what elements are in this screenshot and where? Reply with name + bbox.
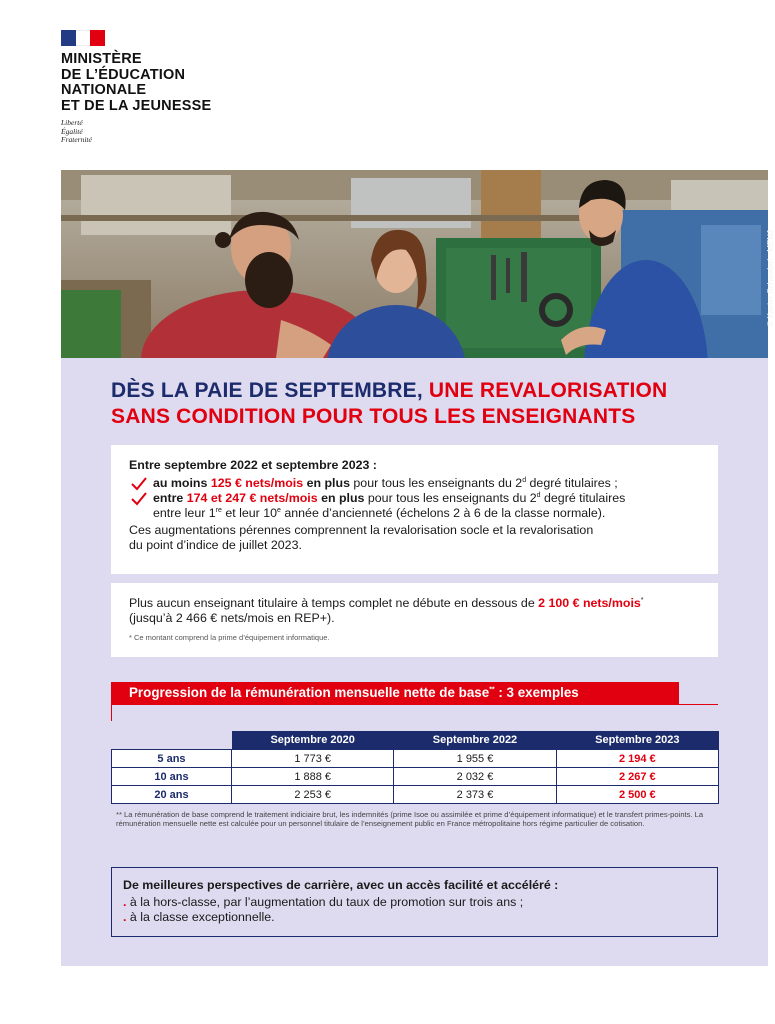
column-header: Septembre 2020 xyxy=(232,731,394,750)
item-text: et leur 10 xyxy=(221,506,278,520)
item-text: année d’ancienneté (échelons 2 à 6 de la classe normale). xyxy=(280,506,606,520)
paragraph-line: Ces augmentations pérennes comprennent la revalorisation socle et la revalorisation xyxy=(129,523,594,537)
item-text: au moins xyxy=(153,476,211,490)
column-header: Septembre 2022 xyxy=(394,731,556,750)
box2-line2: (jusqu’à 2 466 € nets/mois en REP+). xyxy=(129,611,335,625)
ministry-line: NATIONALE xyxy=(61,82,147,98)
motto-line: Fraternité xyxy=(61,135,92,144)
table-cell: 1 955 € xyxy=(394,750,556,768)
list-item xyxy=(123,910,717,925)
box2-amount: 2 100 € nets/mois xyxy=(538,596,641,610)
list-item xyxy=(123,895,717,910)
bullet-dot: . xyxy=(123,895,127,909)
ministry-logo xyxy=(61,30,261,145)
table-row xyxy=(112,768,719,786)
banner-text: : 3 exemples xyxy=(494,685,579,700)
minimum-salary-box xyxy=(111,583,718,657)
ministry-line: ET DE LA JEUNESSE xyxy=(61,97,212,114)
box2-footnote: * Ce montant comprend la prime d’équipement informatique. xyxy=(129,633,330,642)
list-item xyxy=(129,476,718,491)
salary-table xyxy=(111,731,719,804)
minimum-salary-line xyxy=(129,596,718,611)
item-text: entre xyxy=(153,491,187,505)
box1-paragraph xyxy=(129,523,718,553)
career-item: à la classe exceptionnelle. xyxy=(129,910,275,924)
table-cell-highlight: 2 267 € xyxy=(556,768,718,786)
superscript: re xyxy=(215,506,222,514)
table-cell-highlight: 2 194 € xyxy=(556,750,718,768)
ministry-name xyxy=(61,52,261,114)
table-row xyxy=(112,750,719,768)
table-cell: 1 888 € xyxy=(232,768,394,786)
headline-part3: SANS CONDITION POUR TOUS LES ENSEIGNANTS xyxy=(111,405,636,428)
row-label: 10 ans xyxy=(112,768,232,786)
item-text: degré titulaires ; xyxy=(526,476,618,490)
item-amount: 125 € nets/mois xyxy=(210,476,304,490)
item-text: entre leur 1 xyxy=(153,506,216,520)
career-box xyxy=(111,867,718,937)
row-label: 20 ans xyxy=(112,786,232,804)
box1-lead: Entre septembre 2022 et septembre 2023 : xyxy=(129,458,377,472)
republic-motto xyxy=(61,119,261,145)
table-cell: 1 773 € xyxy=(232,750,394,768)
list-item-continuation xyxy=(129,506,718,521)
headline xyxy=(111,378,751,430)
item-text: en plus xyxy=(303,476,350,490)
item-text: pour tous les enseignants du 2 xyxy=(364,491,537,505)
box2-text: Plus aucun enseignant titulaire à temps complet ne débute en dessous de xyxy=(129,596,539,610)
superscript: e xyxy=(277,506,281,514)
table-cell-highlight: 2 500 € xyxy=(556,786,718,804)
footnote-marker: ** xyxy=(489,686,495,694)
table-cell: 2 032 € xyxy=(394,768,556,786)
progression-banner xyxy=(111,682,679,704)
headline-part1: DÈS LA PAIE DE SEPTEMBRE, xyxy=(111,379,429,402)
headline-part2: UNE REVALORISATION xyxy=(428,379,668,402)
item-text: degré titulaires xyxy=(540,491,626,505)
item-amount: 174 et 247 € nets/mois xyxy=(186,491,318,505)
career-lead: De meilleures perspectives de carrière, avec un accès facilité et accéléré : xyxy=(123,878,559,892)
table-corner xyxy=(112,731,232,750)
revalorisation-box xyxy=(111,445,718,574)
info-panel xyxy=(61,358,768,966)
checkmark-icon xyxy=(130,476,148,492)
column-header: Septembre 2023 xyxy=(556,731,718,750)
motto-line: Égalité xyxy=(61,126,83,136)
photo-illustration xyxy=(61,170,768,358)
motto-line: Liberté xyxy=(61,118,83,127)
paragraph-line: du point d’indice de juillet 2023. xyxy=(129,538,302,552)
checkmark-icon xyxy=(130,491,148,507)
table-footnote: ** La rémunération de base comprend le traitement indiciaire brut, les indemnités (prime Isoe ou assimilée et prime d’équipement informatique) et le transfert primes-points. La rémunération mensuelle nette est calculée pour un personnel titulaire de l’enseignement public en France métropolitaine hors régime particulier de cotisation. xyxy=(116,810,704,829)
item-text: pour tous les enseignants du 2 xyxy=(349,476,523,490)
row-label: 5 ans xyxy=(112,750,232,768)
superscript: d xyxy=(536,491,541,499)
workshop-photo: © Xavier Schwebel - MENJ xyxy=(61,170,768,358)
footnote-marker: * xyxy=(640,596,644,604)
item-text: en plus xyxy=(317,491,365,505)
list-item xyxy=(129,491,718,506)
career-item: à la hors-classe, par l’augmentation du taux de promotion sur trois ans ; xyxy=(129,895,524,909)
table-row xyxy=(112,786,719,804)
superscript: d xyxy=(522,476,527,484)
banner-text: Progression de la rémunération mensuelle nette de base xyxy=(129,685,490,700)
ministry-line: MINISTÈRE xyxy=(61,51,142,67)
table-cell: 2 253 € xyxy=(232,786,394,804)
table-cell: 2 373 € xyxy=(394,786,556,804)
banner-tick xyxy=(111,704,112,721)
ministry-line: DE L’ÉDUCATION xyxy=(61,66,186,83)
banner-underline xyxy=(111,704,718,705)
table-header-row xyxy=(112,731,719,750)
french-flag-icon xyxy=(61,30,105,46)
bullet-dot: . xyxy=(123,910,127,924)
